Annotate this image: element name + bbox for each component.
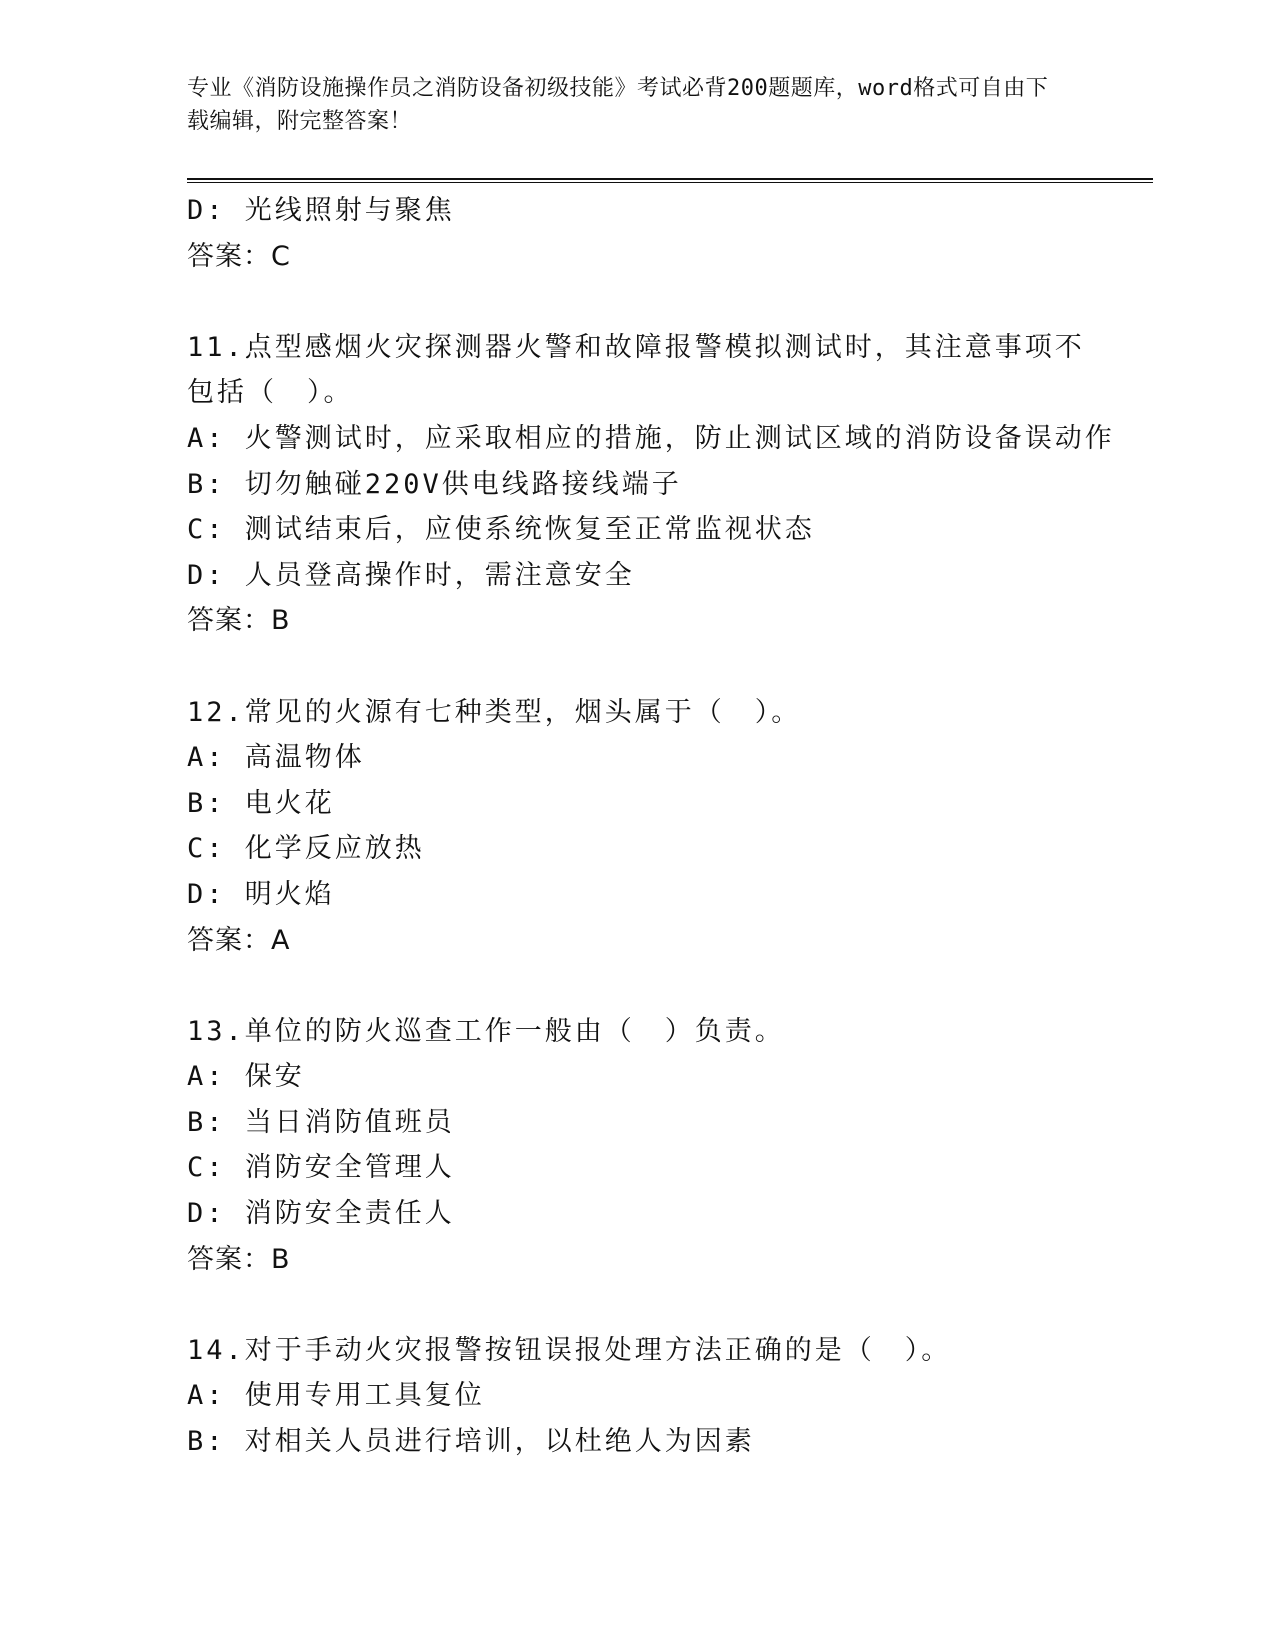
previous-question-tail	[187, 188, 1087, 279]
spacer	[187, 279, 1087, 325]
option-a: A: 火警测试时，应采取相应的措施，防止测试区域的消防设备误动作	[187, 422, 1115, 454]
question-14	[187, 1328, 1087, 1465]
answer-line: 答案：B	[187, 605, 291, 637]
answer-line: 答案：B	[187, 1243, 291, 1275]
option-a: A: 使用专用工具复位	[187, 1380, 485, 1412]
option-a: A: 保安	[187, 1061, 305, 1093]
question-stem: 13.单位的防火巡查工作一般由（ ）负责。	[187, 1015, 785, 1047]
option-b: B: 电火花	[187, 787, 335, 819]
spacer	[187, 1282, 1087, 1328]
option-d: D: 消防安全责任人	[187, 1198, 455, 1230]
question-stem: 12.常见的火源有七种类型，烟头属于（ ）。	[187, 696, 802, 728]
question-13	[187, 1009, 1087, 1283]
spacer	[187, 963, 1087, 1009]
option-c: C: 化学反应放热	[187, 833, 425, 865]
question-list	[187, 188, 1115, 1465]
answer-line: 答案：C	[187, 240, 291, 272]
question-stem: 14.对于手动火灾报警按钮误报处理方法正确的是（ ）。	[187, 1334, 952, 1366]
answer-line: 答案：A	[187, 924, 291, 956]
option-d: D: 光线照射与聚焦	[187, 195, 455, 226]
option-b: B: 切勿触碰220V供电线路接线端子	[187, 468, 682, 500]
option-b: B: 当日消防值班员	[187, 1106, 455, 1138]
question-12	[187, 690, 1087, 964]
option-c: C: 消防安全管理人	[187, 1152, 455, 1184]
option-d: D: 明火焰	[187, 878, 335, 910]
option-a: A: 高温物体	[187, 742, 365, 774]
question-stem: 11.点型感烟火灾探测器火警和故障报警模拟测试时，其注意事项不包括（ ）。	[187, 331, 1085, 409]
header-divider	[187, 178, 1153, 183]
question-11	[187, 325, 1115, 644]
option-b: B: 对相关人员进行培训，以杜绝人为因素	[187, 1426, 755, 1458]
option-c: C: 测试结束后，应使系统恢复至正常监视状态	[187, 514, 815, 546]
spacer	[187, 644, 1087, 690]
document-header: 专业《消防设施操作员之消防设备初级技能》考试必背200题题库，word格式可自由下载编辑，附完整答案！	[187, 76, 1049, 134]
option-d: D: 人员登高操作时，需注意安全	[187, 559, 635, 591]
